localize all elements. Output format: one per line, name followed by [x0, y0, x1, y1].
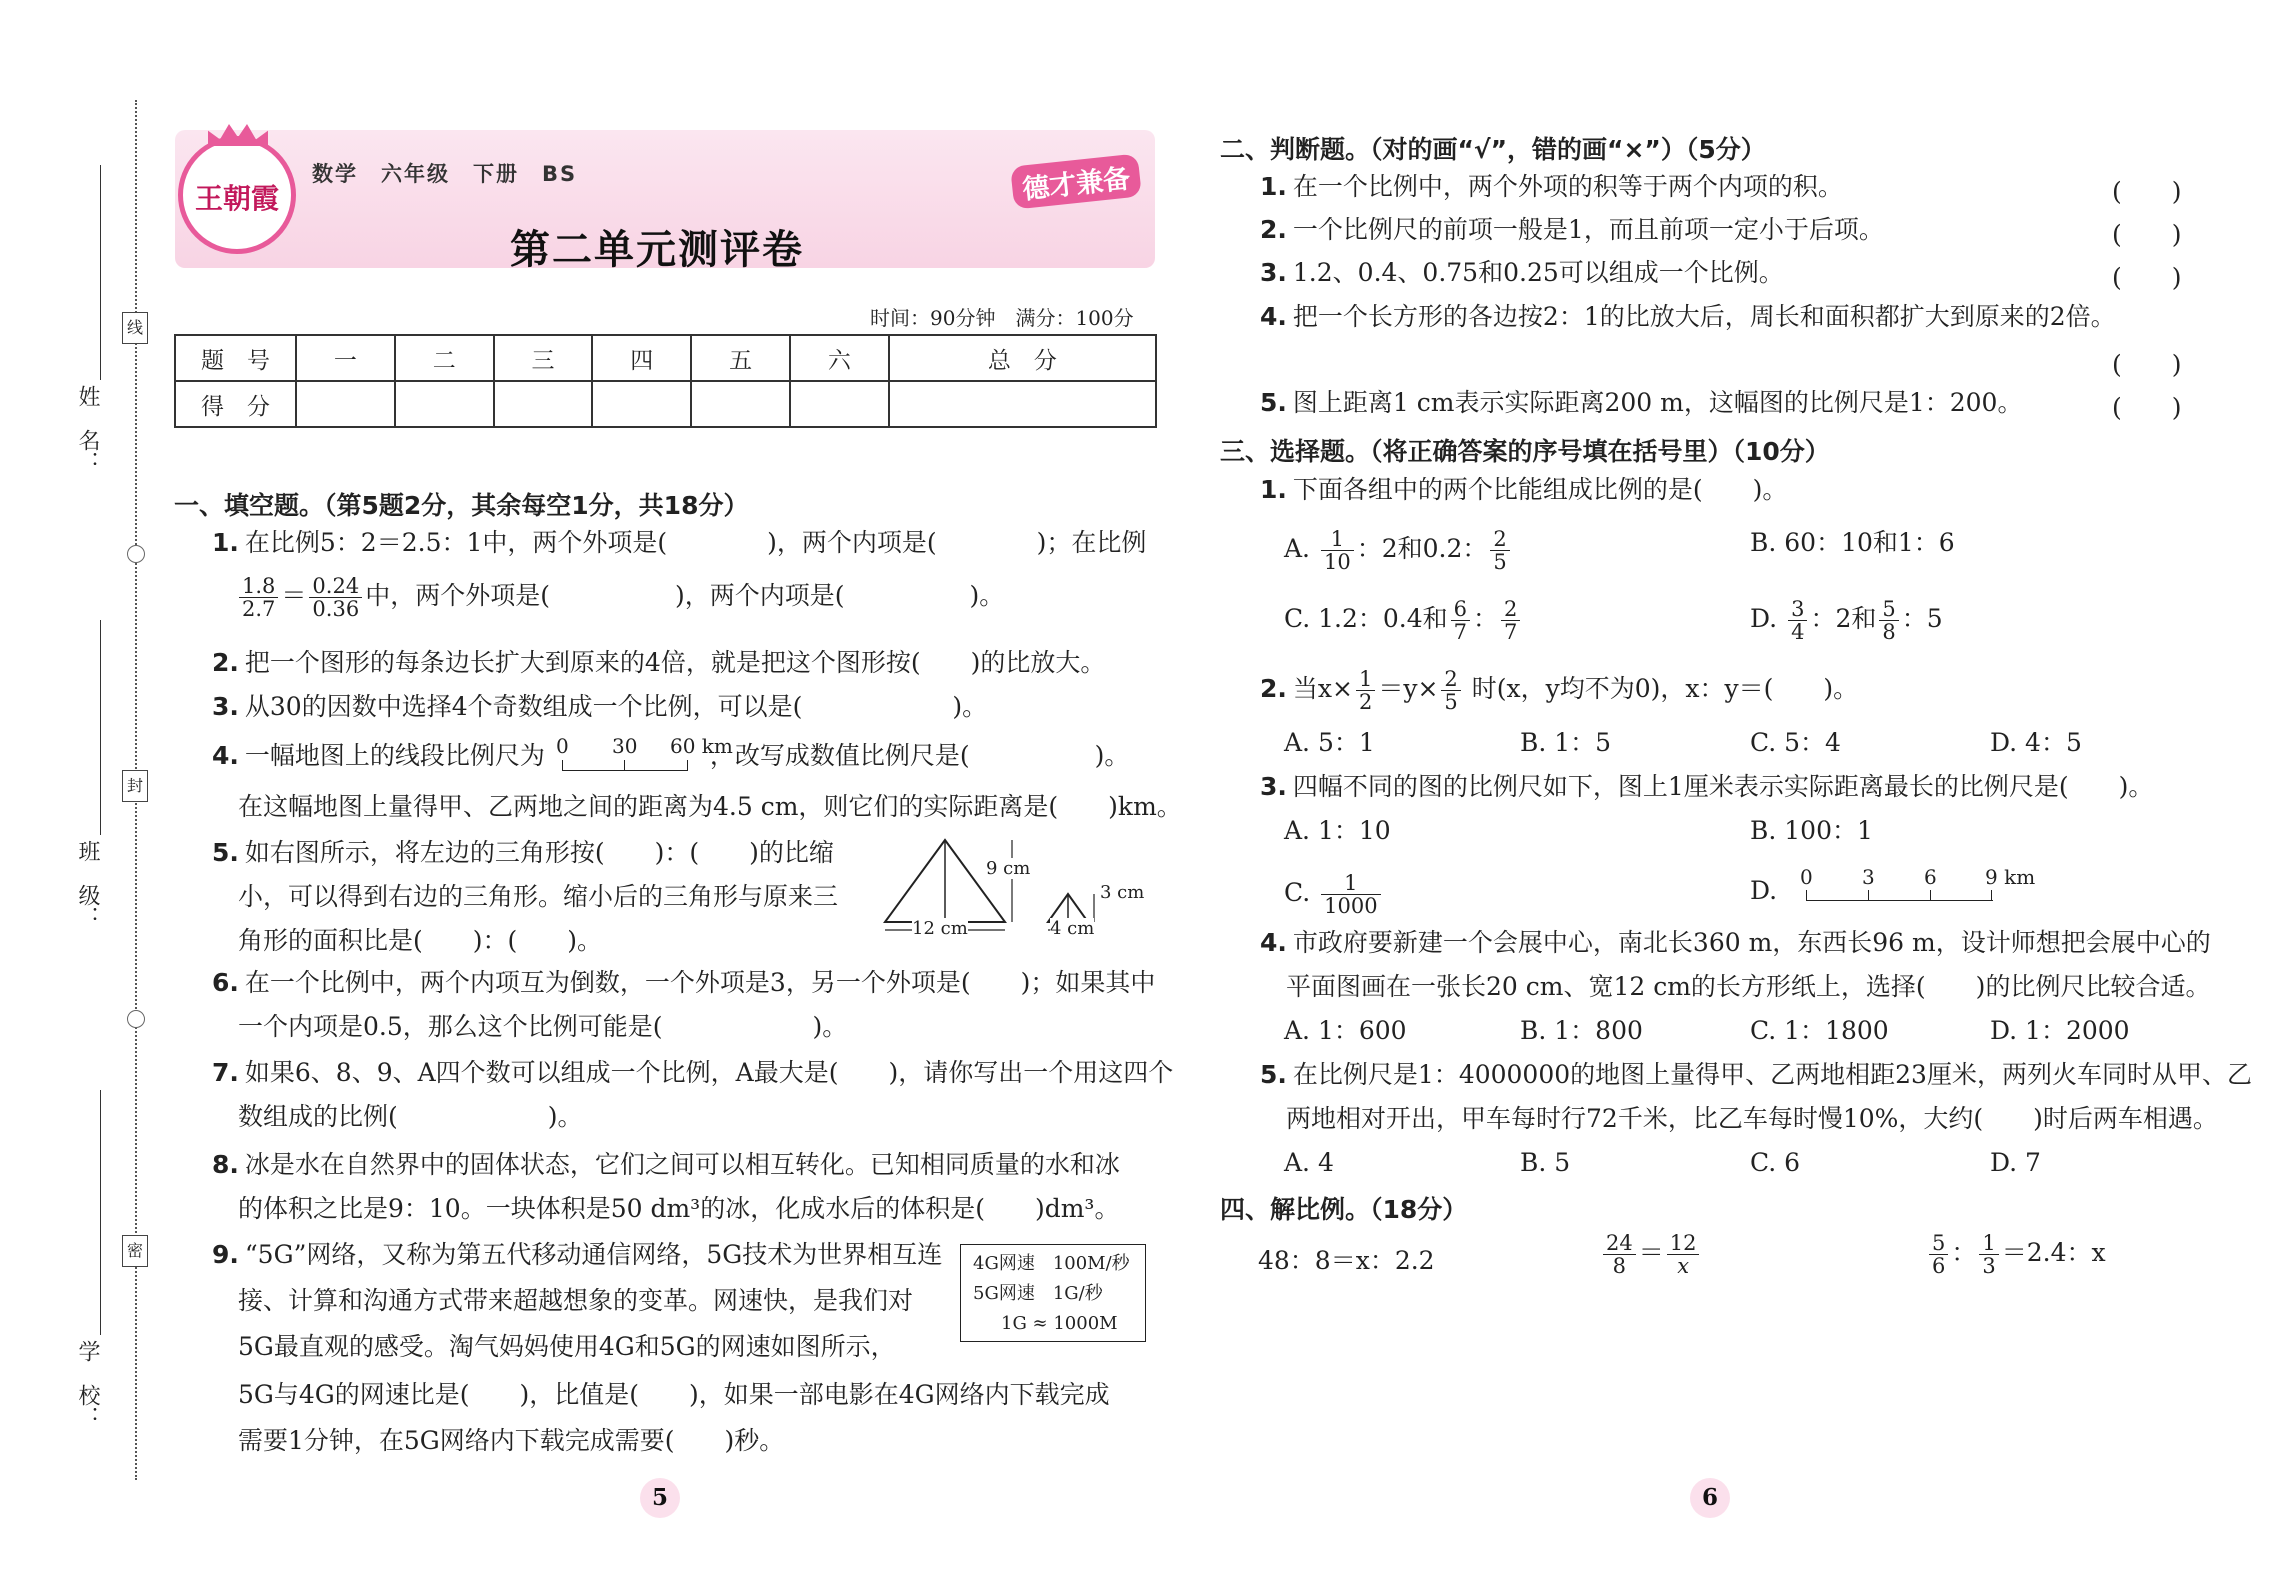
s2-q1: 1. 在一个比例中，两个外项的积等于两个内项的积。: [1260, 172, 1843, 201]
s3-q3: 3. 四幅不同的图的比例尺如下，图上1厘米表示实际距离最长的比例尺是( )。: [1260, 772, 2154, 801]
s1-q1-line1: 1. 在比例5：2＝2.5：1中，两个外项是( )，两个内项是( )；在比例: [212, 528, 1147, 557]
s2-q2: 2. 一个比例尺的前项一般是1，而且前项一定小于后项。: [1260, 215, 1884, 244]
s4-eq2: [1600, 1232, 1702, 1277]
section-1-title: 一、填空题。（第5题2分，其余每空1分，共18分）: [174, 491, 749, 520]
score-value-row: [175, 381, 1156, 427]
s3-q2: 2. 当x× $\frac{1}{2}$ ＝y× $\frac{2}{5}$ 时(x，y均不为0)，x：y＝( )。: [1260, 667, 1859, 714]
s3-q3-optC: [1284, 872, 1384, 917]
scale-tick: [624, 760, 625, 770]
fraction: [1501, 598, 1520, 643]
s3-q1-optB: B. 60：10和1：6: [1750, 528, 1955, 557]
numerator: 12: [1667, 1232, 1700, 1255]
dim-label: 12 cm: [912, 918, 968, 939]
s1-q3: 3. 从30的因数中选择4个奇数组成一个比例，可以是( )。: [212, 692, 988, 721]
section-3-title: 三、选择题。（将正确答案的序号填在括号里）（10分）: [1220, 437, 1830, 466]
slogan-badge: 德才兼备: [1010, 153, 1142, 209]
numerator: 1: [1979, 1232, 1998, 1255]
s3-q4-optC: C. 1：1800: [1750, 1016, 1889, 1045]
s2-q1-text: 在一个比例中，两个外项的积等于两个内项的积。: [1292, 172, 1843, 201]
scale-tick: [1868, 890, 1869, 900]
s1-q1-text: 在比例5：2＝2.5：1中，两个外项是( )，两个内项是( )；在比例: [244, 528, 1147, 557]
s3-q5-text: 在比例尺是1：4000000的地图上量得甲、乙两地相距23厘米，两列火车同时从甲、乙: [1292, 1060, 2252, 1089]
s1-q4-line1: 4. 一幅地图上的线段比例尺为 ，改写成数值比例尺是( )。: [212, 741, 1130, 770]
s1-q1-text2: 中，两个外项是( )，两个内项是( )。: [365, 581, 1005, 610]
fraction: [1321, 872, 1380, 917]
denominator: 2: [1358, 690, 1373, 714]
s1-q5-text: 如右图所示，将左边的三角形按( )：( )的比缩: [244, 838, 834, 867]
score-input[interactable]: [296, 381, 395, 427]
option-text: C. 1.2：0.4和: [1284, 604, 1448, 633]
s3-q3-optA: A. 1：10: [1284, 816, 1391, 845]
score-cell: 五: [691, 335, 790, 381]
score-cell: 得 分: [175, 381, 296, 427]
s4-eq1: 48：8＝x：2.2: [1258, 1246, 1435, 1275]
fraction: [1879, 598, 1898, 643]
option-text: ：: [1473, 604, 1499, 633]
scale-label: 30: [612, 734, 638, 758]
page-number-left: 5: [640, 1478, 680, 1518]
score-input[interactable]: [395, 381, 494, 427]
logo: [178, 136, 296, 254]
fraction: [1451, 598, 1470, 643]
s1-q7-line1: 7. 如果6、8、9、A四个数可以组成一个比例，A最大是( )，请你写出一个用这四个: [212, 1058, 1174, 1087]
s3-q5-optB: B. 5: [1520, 1148, 1571, 1177]
score-input[interactable]: [592, 381, 691, 427]
s3-q5-optD: D. 7: [1990, 1148, 2041, 1177]
seal-mark-secret: 密: [122, 1235, 148, 1267]
seal-mark-line: 线: [122, 312, 148, 344]
answer-paren[interactable]: ( ): [2112, 263, 2182, 292]
numerator: 1: [1321, 528, 1354, 551]
fraction: [1667, 1232, 1700, 1277]
s1-q9-line1: 9. “5G”网络，又称为第五代移动通信网络，5G技术为世界相互连: [212, 1240, 943, 1269]
numerator: 2: [1490, 528, 1509, 551]
name-write-line: [100, 165, 101, 380]
s2-q3: 3. 1.2、0.4、0.75和0.25可以组成一个比例。: [1260, 258, 1784, 287]
denominator: 4: [1791, 620, 1805, 644]
fraction: [1788, 598, 1807, 643]
denominator: 5: [1493, 550, 1507, 574]
s3-q3-text: 四幅不同的图的比例尺如下，图上1厘米表示实际距离最长的比例尺是( )。: [1292, 772, 2154, 801]
denominator: 8: [1612, 1254, 1627, 1278]
s1-q1-line2: $\frac{1.8}{2.7}$ ＝ $\frac{0.24}{0.36}$ 中，两个外项是( )，两个内项是( )。: [236, 575, 1004, 620]
numerator: 2: [1441, 668, 1460, 691]
scale-label: 60 km: [670, 734, 733, 758]
numerator: 2: [1501, 598, 1520, 621]
option-letter: C.: [1284, 878, 1311, 907]
numerator: 1: [1356, 668, 1375, 691]
numerator: 1.8: [239, 575, 278, 598]
s3-q1-optC: [1284, 598, 1523, 643]
s3-q4-optB: B. 1：800: [1520, 1016, 1643, 1045]
denominator: x: [1677, 1254, 1690, 1278]
s1-q6-line2: 一个内项是0.5，那么这个比例可能是( )。: [238, 1012, 848, 1041]
score-cell: 六: [790, 335, 889, 381]
network-speed-box: [960, 1244, 1146, 1342]
numerator: 0.24: [309, 575, 362, 598]
fraction: [1356, 668, 1375, 713]
score-header-row: [175, 335, 1156, 381]
fraction: [1979, 1232, 1998, 1277]
s3-q2-text: 当x×: [1292, 674, 1353, 703]
speed-line: 1G ≈ 1000M: [1001, 1313, 1118, 1334]
score-cell: 总 分: [889, 335, 1156, 381]
denominator: 7: [1453, 620, 1468, 644]
score-table: [174, 334, 1157, 428]
scale-tick: [1930, 890, 1931, 900]
numerator: 5: [1879, 598, 1898, 621]
s2-q5: 5. 图上距离1 cm表示实际距离200 m，这幅图的比例尺是1：200。: [1260, 388, 2023, 417]
dim-label: 9 cm: [986, 858, 1031, 879]
s1-q8-line1: 8. 冰是水在自然界中的固体状态，它们之间可以相互转化。已知相同质量的水和冰: [212, 1150, 1120, 1179]
seal-mark-seal: 封: [122, 770, 148, 802]
time-info: 时间：90分钟 满分：100分: [870, 306, 1134, 330]
score-cell: 四: [592, 335, 691, 381]
s1-q4-text: 一幅地图上的线段比例尺为: [244, 741, 545, 770]
s3-q5-optA: A. 4: [1284, 1148, 1334, 1177]
s1-q2-text: 把一个图形的每条边长扩大到原来的4倍，就是把这个图形按( )的比放大。: [244, 648, 1106, 677]
denominator: 5: [1444, 690, 1458, 714]
s1-q5-line1: 5. 如右图所示，将左边的三角形按( )：( )的比缩: [212, 838, 834, 867]
school-write-line: [100, 1090, 101, 1335]
s3-q5-line2: 两地相对开出，甲车每时行72千米，比乙车每时慢10%，大约( )时后两车相遇。: [1286, 1104, 2218, 1133]
fraction: [1321, 528, 1354, 573]
s3-q4-line1: 4. 市政府要新建一个会展中心，南北长360 m，东西长96 m，设计师想把会展中心的: [1260, 928, 2211, 957]
s1-q8-line2: 的体积之比是9：10。一块体积是50 dm³的冰，化成水后的体积是( )dm³。: [238, 1194, 1120, 1223]
circle-icon: [127, 1010, 145, 1028]
denominator: 6: [1932, 1254, 1946, 1278]
denominator: 8: [1882, 620, 1896, 644]
answer-paren[interactable]: ( ): [2112, 393, 2182, 422]
numerator: 1: [1321, 872, 1380, 895]
numerator: 24: [1603, 1232, 1636, 1255]
s3-q3-optB: B. 100：1: [1750, 816, 1873, 845]
scale-label: 0: [1800, 865, 1813, 889]
fraction: [1441, 668, 1460, 713]
s1-q6-line1: 6. 在一个比例中，两个内项互为倒数，一个外项是3，另一个外项是( )；如果其中: [212, 968, 1156, 997]
denominator: 10: [1323, 550, 1351, 574]
section-2-title: 二、判断题。（对的画“√”，错的画“×”）（5分）: [1220, 135, 1766, 164]
s3-q4-optD: D. 1：2000: [1990, 1016, 2130, 1045]
binding-margin: [0, 0, 160, 1582]
scale-bar: [1806, 890, 1993, 901]
side-label-class: 班 级：: [75, 840, 100, 928]
fraction: [1490, 528, 1509, 573]
s1-q3-text: 从30的因数中选择4个奇数组成一个比例，可以是( )。: [244, 692, 988, 721]
score-cell: 二: [395, 335, 494, 381]
answer-paren[interactable]: ( ): [2112, 220, 2182, 249]
s3-q2-optB: B. 1：5: [1520, 728, 1612, 757]
fraction: [1929, 1232, 1948, 1277]
s3-q3-optD: D.: [1750, 876, 1778, 905]
s3-q2-optA: A. 5：1: [1284, 728, 1375, 757]
s3-q4-optA: A. 1：600: [1284, 1016, 1407, 1045]
s3-q5-line1: 5. 在比例尺是1：4000000的地图上量得甲、乙两地相距23厘米，两列火车同时从甲、乙: [1260, 1060, 2252, 1089]
s1-q9-line4: 5G与4G的网速比是( )，比值是( )，如果一部电影在4G网络内下载完成: [238, 1380, 1110, 1409]
option-letter: D.: [1750, 604, 1778, 633]
section-4-title: 四、解比例。（18分）: [1220, 1195, 1468, 1224]
s1-q7-text: 如果6、8、9、A四个数可以组成一个比例，A最大是( )，请你写出一个用这四个: [244, 1058, 1174, 1087]
scale-label: 3: [1862, 865, 1875, 889]
side-label-name: 姓 名：: [75, 385, 100, 473]
score-cell: 一: [296, 335, 395, 381]
numerator: 5: [1929, 1232, 1948, 1255]
scale-tick: [1991, 890, 1992, 900]
s1-q9-line3: 5G最直观的感受。淘气妈妈使用4G和5G的网速如图所示，: [238, 1332, 896, 1361]
s3-q1-optD: [1750, 598, 1943, 643]
s3-q5-optC: C. 6: [1750, 1148, 1801, 1177]
s2-q4-text: 把一个长方形的各边按2：1的比放大后，周长和面积都扩大到原来的2倍。: [1292, 302, 2116, 331]
denominator: 2.7: [242, 597, 276, 621]
speed-line: 5G网速 1G/秒: [973, 1283, 1103, 1304]
option-text: ：2和: [1810, 604, 1877, 633]
s3-q4-line2: 平面图画在一张长20 cm、宽12 cm的长方形纸上，选择( )的比例尺比较合适。: [1286, 972, 2211, 1001]
denominator: 1000: [1324, 894, 1378, 918]
page-number-right: 6: [1690, 1478, 1730, 1518]
numerator: 6: [1451, 598, 1470, 621]
score-input[interactable]: [790, 381, 889, 427]
side-label-school: 学 校：: [75, 1340, 100, 1428]
s3-q1-optA: [1284, 528, 1513, 573]
denominator: 0.36: [312, 597, 360, 621]
s1-q4-line2: 在这幅地图上量得甲、乙两地之间的距离为4.5 cm，则它们的实际距离是( )km。: [238, 792, 1182, 821]
s3-q1-text: 下面各组中的两个比能组成比例的是( )。: [1292, 475, 1788, 504]
scale-bar: [562, 760, 688, 771]
dim-label: 4 cm: [1050, 918, 1095, 939]
numerator: 3: [1788, 598, 1807, 621]
logo-text: 王朝霞: [194, 182, 279, 215]
scale-label: 9 km: [1985, 865, 2036, 889]
s3-q2-text: 时(x，y均不为0)，x：y＝( )。: [1463, 674, 1859, 703]
score-cell: 三: [494, 335, 593, 381]
speed-line: 4G网速 100M/秒: [973, 1253, 1130, 1274]
option-text: ：2和0.2：: [1356, 534, 1488, 563]
fraction: [1603, 1232, 1636, 1277]
option-text: ：5: [1901, 604, 1943, 633]
colon: ：: [1951, 1238, 1977, 1267]
dim-label: 3 cm: [1100, 882, 1145, 903]
s1-q5-line2: 小，可以得到右边的三角形。缩小后的三角形与原来三: [238, 882, 839, 911]
s4-eq3: [1926, 1232, 2106, 1277]
scale-label: 0: [556, 734, 569, 758]
circle-icon: [127, 545, 145, 563]
s1-q6-text: 在一个比例中，两个内项互为倒数，一个外项是3，另一个外项是( )；如果其中: [244, 968, 1156, 997]
subject-line: 数学 六年级 下册 BS: [312, 162, 578, 186]
s1-q8-text: 冰是水在自然界中的固体状态，它们之间可以相互转化。已知相同质量的水和冰: [244, 1150, 1120, 1179]
s1-q9-line5: 需要1分钟，在5G网络内下载完成需要( )秒。: [238, 1426, 785, 1455]
score-input[interactable]: [691, 381, 790, 427]
s1-q4-text2: ，改写成数值比例尺是( )。: [709, 741, 1130, 770]
fraction: [239, 575, 278, 620]
s1-q9-line2: 接、计算和沟通方式带来超越想象的变革。网速快，是我们对: [238, 1286, 914, 1315]
s3-q2-optC: C. 5：4: [1750, 728, 1841, 757]
s1-q7-line2: 数组成的比例( )。: [238, 1102, 583, 1131]
denominator: 7: [1504, 620, 1518, 644]
equals: ＝: [1638, 1238, 1664, 1267]
score-input[interactable]: [494, 381, 593, 427]
s3-q2-optD: D. 4：5: [1990, 728, 2082, 757]
denominator: 3: [1982, 1254, 1996, 1278]
s1-q5-line3: 角形的面积比是( )：( )。: [238, 926, 603, 955]
score-cell: 题 号: [175, 335, 296, 381]
option-letter: A.: [1284, 534, 1311, 563]
s2-q3-text: 1.2、0.4、0.75和0.25可以组成一个比例。: [1292, 258, 1784, 287]
s2-q4: 4. 把一个长方形的各边按2：1的比放大后，周长和面积都扩大到原来的2倍。: [1260, 302, 2116, 331]
s1-q9-text: “5G”网络，又称为第五代移动通信网络，5G技术为世界相互连: [244, 1240, 943, 1269]
s3-q2-text: ＝y×: [1378, 674, 1439, 703]
s2-q2-text: 一个比例尺的前项一般是1，而且前项一定小于后项。: [1292, 215, 1884, 244]
class-write-line: [100, 620, 101, 835]
score-input[interactable]: [889, 381, 1156, 427]
s3-q1: 1. 下面各组中的两个比能组成比例的是( )。: [1260, 475, 1788, 504]
answer-paren[interactable]: ( ): [2112, 177, 2182, 206]
scale-label: 6: [1924, 865, 1937, 889]
page-title: 第二单元测评卷: [510, 227, 804, 273]
eq-text: ＝2.4：x: [2001, 1238, 2106, 1267]
s2-q5-text: 图上距离1 cm表示实际距离200 m，这幅图的比例尺是1：200。: [1292, 388, 2023, 417]
s1-q2: 2. 把一个图形的每条边长扩大到原来的4倍，就是把这个图形按( )的比放大。: [212, 648, 1106, 677]
s3-q4-text: 市政府要新建一个会展中心，南北长360 m，东西长96 m，设计师想把会展中心的: [1292, 928, 2211, 957]
fraction: [309, 575, 362, 620]
answer-paren[interactable]: ( ): [2112, 350, 2182, 379]
